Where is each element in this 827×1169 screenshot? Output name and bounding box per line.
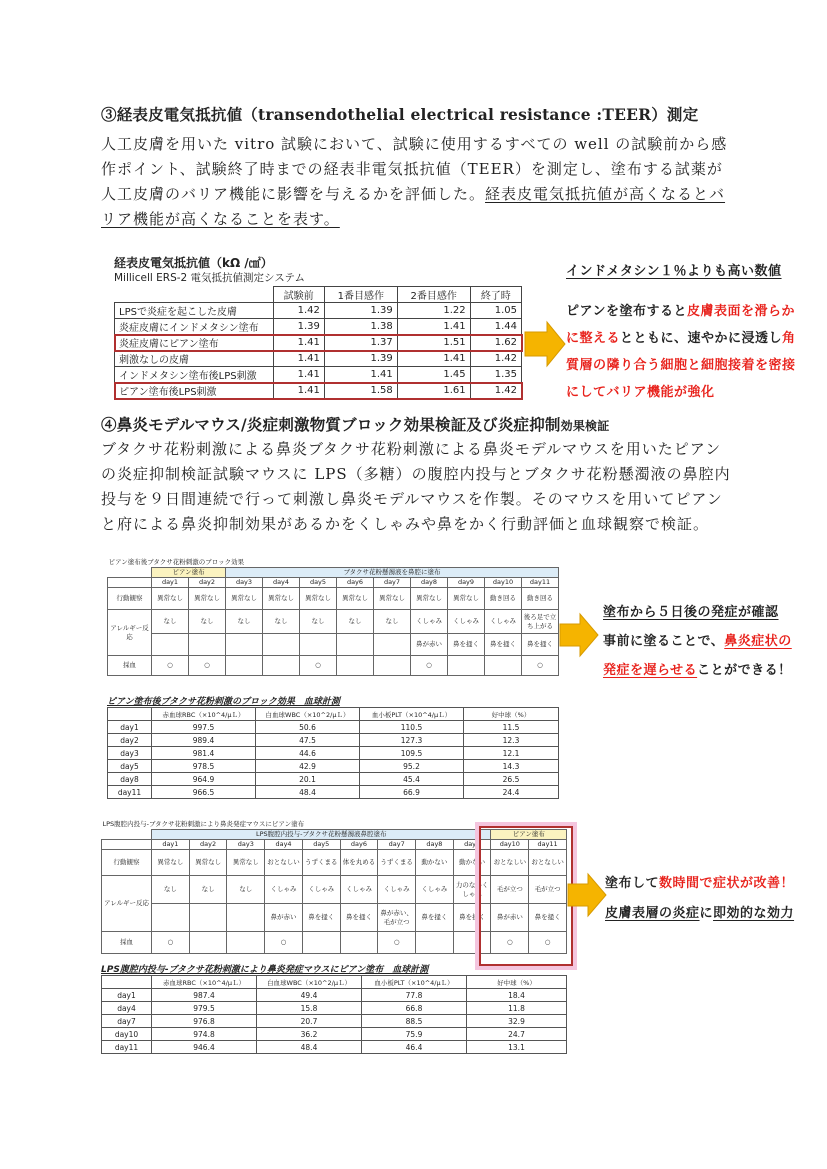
row-label: day11	[102, 1041, 152, 1054]
cell: 鼻が赤い	[491, 904, 529, 932]
cell: 動かない	[416, 850, 454, 876]
cell: くしゃみ	[302, 876, 340, 904]
table-header: 好中球（%）	[464, 708, 559, 721]
row-label: day4	[102, 1002, 152, 1015]
table-row	[115, 351, 522, 367]
block-table-block	[107, 558, 559, 676]
cell: うずくまる	[302, 850, 340, 876]
side-text-red: 質層の隣り合う細胞と細胞接着を密接	[566, 358, 796, 373]
cell: 32.9	[467, 1015, 567, 1028]
cell: 鼻を掻く	[340, 904, 378, 932]
table-row	[108, 773, 559, 786]
row-label: 行動観察	[108, 588, 152, 610]
blood-table-2	[101, 975, 567, 1054]
cell: 110.5	[360, 721, 464, 734]
cell: ○	[522, 656, 559, 676]
cell: 987.4	[152, 989, 257, 1002]
cell: 異常なし	[374, 588, 411, 610]
day-header: day7	[378, 840, 416, 850]
cell: 1.41	[397, 351, 470, 367]
row-label: day10	[102, 1028, 152, 1041]
row-label: ピアン塗布後LPS刺激	[115, 383, 274, 399]
cell: なし	[263, 610, 300, 634]
cell: 1.38	[324, 319, 397, 335]
cell	[263, 634, 300, 656]
cell: 異常なし	[227, 850, 265, 876]
row-label: day2	[108, 734, 152, 747]
cell	[152, 904, 190, 932]
cell: 75.9	[362, 1028, 467, 1041]
day-header: day1	[152, 840, 190, 850]
section3-paragraph	[101, 132, 731, 232]
block-table-title: ピアン塗布後ブタクサ花粉刺激のブロック効果	[108, 558, 245, 566]
cell: ○	[411, 656, 448, 676]
cell: 42.9	[256, 760, 360, 773]
section4-heading-text: ④鼻炎モデルマウス/炎症刺激物質ブロック効果検証及び炎症抑制	[101, 415, 561, 434]
cell: 11.8	[467, 1002, 567, 1015]
table-row	[108, 734, 559, 747]
day-header: day5	[302, 840, 340, 850]
day-header: day3	[226, 578, 263, 588]
row-label: day11	[108, 786, 152, 799]
day-header: day9	[453, 840, 491, 850]
table-header-row	[115, 287, 522, 303]
table-header: 白血球WBC（×10^2/μＬ）	[257, 976, 362, 989]
table-header-row	[102, 976, 567, 989]
row-label: 炎症皮膚にインドメタシン塗布	[115, 319, 274, 335]
side-text: 事前に塗ることで、	[603, 634, 725, 649]
side-text-red: 皮膚表面を滑らか	[686, 304, 795, 319]
cell	[485, 656, 522, 676]
cell	[337, 634, 374, 656]
cell: くしゃみ	[265, 876, 303, 904]
section4-paragraph: ブタクサ花粉刺激による鼻炎ブタクサ花粉刺激による鼻炎モデルマウスを用いたピアンの炎症抑制検証試験マウスに LPS（多糖）の腹腔内投与とブタクサ花粉懸濁液の鼻腔内投与を９日間連続で行って刺激し鼻炎モデルマウスを作製。そのマウスを用いてピアンと府による鼻炎抑制効果があるかをくしゃみや鼻をかく行動評価と血球観察で検証。	[101, 440, 731, 533]
cell: 974.8	[152, 1028, 257, 1041]
row-label: day1	[108, 721, 152, 734]
cell: 異常なし	[189, 588, 226, 610]
cell	[448, 656, 485, 676]
cell: 鼻が赤い	[411, 634, 448, 656]
cell: 44.6	[256, 747, 360, 760]
cell	[227, 932, 265, 954]
side-text-red: にしてバリア機能が強化	[566, 385, 715, 400]
cell	[340, 932, 378, 954]
table-header: 2番目感作	[397, 287, 470, 303]
cell: 77.8	[362, 989, 467, 1002]
cell: ○	[152, 932, 190, 954]
day-header: day10	[485, 578, 522, 588]
cell: 1.44	[470, 319, 521, 335]
table-row	[108, 588, 559, 610]
side-note-treat	[605, 869, 820, 929]
side-text: ことができる！	[697, 663, 792, 678]
arrow-right-icon	[558, 612, 600, 658]
table-row	[102, 1002, 567, 1015]
cell	[337, 656, 374, 676]
blood-table-1-block	[107, 694, 559, 799]
cell: おとなしい	[265, 850, 303, 876]
cell: 1.35	[470, 367, 521, 383]
table-header-row	[108, 708, 559, 721]
cell: 鼻が赤い、毛が立つ	[378, 904, 416, 932]
side-text-red: に整える	[566, 331, 621, 346]
group-header: ブタクサ花粉懸濁液を鼻腔に塗布	[226, 568, 559, 578]
day-header: day9	[448, 578, 485, 588]
cell: 1.41	[273, 335, 324, 351]
cell: なし	[300, 610, 337, 634]
cell	[374, 634, 411, 656]
cell: 14.3	[464, 760, 559, 773]
cell: 24.7	[467, 1028, 567, 1041]
table-row	[108, 721, 559, 734]
table-row	[115, 367, 522, 383]
cell: くしゃみ	[448, 610, 485, 634]
blood-table-1	[107, 707, 559, 799]
cell: 鼻を掻く	[416, 904, 454, 932]
cell: 1.61	[397, 383, 470, 399]
side-text: 皮膚表層の炎症	[605, 906, 700, 921]
table-header: 試験前	[273, 287, 324, 303]
teer-table-subtitle: Millicell ERS-2 電気抵抗値測定システム	[114, 272, 305, 284]
cell: 力のないくしゃみ	[453, 876, 491, 904]
highlight-box	[479, 826, 573, 966]
cell: ○	[152, 656, 189, 676]
day-header: day11	[522, 578, 559, 588]
cell	[302, 932, 340, 954]
cell: 45.4	[360, 773, 464, 786]
cell: 1.05	[470, 303, 521, 319]
cell: おとなしい	[529, 850, 567, 876]
cell: 48.4	[256, 786, 360, 799]
cell: 12.1	[464, 747, 559, 760]
cell: 1.39	[273, 319, 324, 335]
cell: くしゃみ	[340, 876, 378, 904]
table-header: 赤血球RBC（×10^4/μＬ）	[152, 976, 257, 989]
cell: 976.8	[152, 1015, 257, 1028]
cell: なし	[374, 610, 411, 634]
cell	[300, 634, 337, 656]
row-label: day1	[102, 989, 152, 1002]
day-header: day2	[189, 840, 227, 850]
group-header: ピアン塗布	[152, 568, 226, 578]
cell: なし	[337, 610, 374, 634]
side-text-red: 角	[782, 331, 796, 346]
side-note-block	[603, 598, 823, 685]
cell: 異常なし	[226, 588, 263, 610]
cell: 26.5	[464, 773, 559, 786]
cell: 1.62	[470, 335, 521, 351]
cell: 鼻を掻く	[302, 904, 340, 932]
cell: 異常なし	[189, 850, 227, 876]
table-header: 白血球WBC（×10^2/μＬ）	[256, 708, 360, 721]
cell: なし	[152, 610, 189, 634]
cell	[226, 634, 263, 656]
row-label: 刺激なしの皮膚	[115, 351, 274, 367]
row-label: アレルギー反応	[102, 876, 152, 932]
table-row	[108, 634, 559, 656]
cell	[189, 904, 227, 932]
cell: 1.41	[397, 319, 470, 335]
cell: ○	[529, 932, 567, 954]
cell: 989.4	[152, 734, 256, 747]
section3-paragraph-text: 人工皮膚を用いた vitro 試験において、試験に使用するすべての well の試験前から感作ポイント、試験終了時までの経表非電気抵抗値（TEER）を測定し、塗布する試薬が人工皮膚のバリア機能に影響を与えるかを評価した。	[101, 135, 728, 203]
day-header: day3	[227, 840, 265, 850]
cell: くしゃみ	[411, 610, 448, 634]
day-header: day2	[189, 578, 226, 588]
cell: なし	[189, 876, 227, 904]
cell: 異常なし	[300, 588, 337, 610]
cell: 異常なし	[337, 588, 374, 610]
cell: 体を丸める	[340, 850, 378, 876]
cell: 20.1	[256, 773, 360, 786]
cell: おとなしい	[491, 850, 529, 876]
side-text: に	[699, 906, 714, 921]
cell: 95.2	[360, 760, 464, 773]
cell: 1.42	[470, 383, 521, 399]
block-table	[107, 558, 559, 676]
table-row	[108, 786, 559, 799]
row-label: day8	[108, 773, 152, 786]
cell	[189, 634, 226, 656]
teer-table	[114, 286, 522, 399]
table-header: 血小板PLT（×10^4/μＬ）	[360, 708, 464, 721]
cell: 964.9	[152, 773, 256, 786]
group-header: LPS腹腔内投与-ブタクサ花粉懸濁液鼻腔塗布	[152, 830, 491, 840]
cell: 鼻を掻く	[529, 904, 567, 932]
cell: ○	[300, 656, 337, 676]
teer-table-block	[114, 256, 522, 398]
cell: 979.5	[152, 1002, 257, 1015]
cell: なし	[227, 876, 265, 904]
table-header: 終了時	[470, 287, 521, 303]
row-label: LPSで炎症を起こした皮膚	[115, 303, 274, 319]
section4-heading	[101, 413, 609, 435]
cell: 1.22	[397, 303, 470, 319]
day-header: day8	[411, 578, 448, 588]
cell: 1.39	[324, 351, 397, 367]
cell: 1.41	[273, 351, 324, 367]
cell: 66.8	[362, 1002, 467, 1015]
side-text-red: 数時間で症状が改善！	[659, 876, 795, 891]
cell: くしゃみ	[378, 876, 416, 904]
cell: 1.41	[273, 367, 324, 383]
table-row	[102, 1028, 567, 1041]
cell: 15.8	[257, 1002, 362, 1015]
cell: 鼻を掻く	[485, 634, 522, 656]
section4-heading-small: 効果検証	[560, 419, 610, 433]
arrow-right-icon	[523, 320, 567, 368]
table-row	[108, 656, 559, 676]
day-header: day5	[300, 578, 337, 588]
day-header: day6	[337, 578, 374, 588]
table-row	[108, 747, 559, 760]
cell: 1.39	[324, 303, 397, 319]
section3-paragraph-underlined: 経表皮電気抵抗値が高くなるとバリア機能が高くなることを表す。	[101, 185, 726, 228]
table-row	[102, 1015, 567, 1028]
side-text: とともに、速やかに浸透し	[620, 331, 783, 346]
cell: 鼻が赤い	[265, 904, 303, 932]
cell: 後ろ足で立ち上がる	[522, 610, 559, 634]
cell: 20.7	[257, 1015, 362, 1028]
cell: 46.4	[362, 1041, 467, 1054]
cell	[416, 932, 454, 954]
day-header: day1	[152, 578, 189, 588]
day-header: day4	[265, 840, 303, 850]
cell: なし	[189, 610, 226, 634]
cell: ○	[189, 656, 226, 676]
cell: 異常なし	[448, 588, 485, 610]
cell: なし	[226, 610, 263, 634]
table-header: 血小板PLT（×10^4/μＬ）	[362, 976, 467, 989]
cell: 鼻を掻く	[448, 634, 485, 656]
day-header: day8	[416, 840, 454, 850]
cell: 1.41	[273, 383, 324, 399]
cell: 1.41	[324, 367, 397, 383]
cell: 動かない	[453, 850, 491, 876]
cell: 981.4	[152, 747, 256, 760]
cell: 1.42	[273, 303, 324, 319]
table-row	[102, 989, 567, 1002]
cell	[189, 932, 227, 954]
day-header: day6	[340, 840, 378, 850]
cell: くしゃみ	[416, 876, 454, 904]
cell	[263, 656, 300, 676]
day-header-row	[108, 578, 559, 588]
cell: うずくまる	[378, 850, 416, 876]
table-header: 好中球（%）	[467, 976, 567, 989]
cell: なし	[152, 876, 190, 904]
cell: 11.5	[464, 721, 559, 734]
day-header: day7	[374, 578, 411, 588]
side-text-red: 鼻炎症状の	[724, 634, 792, 649]
cell: 997.5	[152, 721, 256, 734]
row-label: day3	[108, 747, 152, 760]
table-row	[102, 1041, 567, 1054]
cell	[374, 656, 411, 676]
blood-table-1-title: ピアン塗布後ブタクサ花粉刺激のブロック効果 血球計測	[107, 697, 340, 707]
cell: 966.5	[152, 786, 256, 799]
day-header: day10	[491, 840, 529, 850]
row-label: 炎症皮膚にピアン塗布	[115, 335, 274, 351]
cell: ○	[491, 932, 529, 954]
table-row	[108, 760, 559, 773]
cell: 12.3	[464, 734, 559, 747]
cell: 異常なし	[263, 588, 300, 610]
teer-table-title: 経表皮電気抵抗値（kΩ /㎠）	[114, 256, 273, 270]
group-header: ピアン塗布	[491, 830, 567, 840]
side-note-title: インドメタシン１％よりも高い数値	[566, 264, 782, 279]
cell	[227, 904, 265, 932]
table-header: 1番目感作	[324, 287, 397, 303]
cell: 49.4	[257, 989, 362, 1002]
cell: ○	[378, 932, 416, 954]
row-label: 採血	[102, 932, 152, 954]
cell: 18.4	[467, 989, 567, 1002]
cell: 毛が立つ	[491, 876, 529, 904]
cell: ○	[265, 932, 303, 954]
cell: 36.2	[257, 1028, 362, 1041]
treat-table-title: LPS腹腔内投与-ブタクサ花粉刺激により鼻炎発症マウスにピアン塗布	[102, 820, 305, 828]
cell: 978.5	[152, 760, 256, 773]
cell: 1.42	[470, 351, 521, 367]
row-label: 行動観察	[102, 850, 152, 876]
cell: 1.51	[397, 335, 470, 351]
side-note-teer	[566, 258, 816, 406]
cell: 13.1	[467, 1041, 567, 1054]
cell: 鼻を掻く	[453, 904, 491, 932]
cell: 66.9	[360, 786, 464, 799]
table-row-highlight	[115, 335, 522, 351]
cell: 毛が立つ	[529, 876, 567, 904]
cell: 異常なし	[152, 850, 190, 876]
cell: 1.45	[397, 367, 470, 383]
table-row	[115, 303, 522, 319]
blood-table-2-block	[101, 962, 567, 1054]
cell: 50.6	[256, 721, 360, 734]
arrow-right-icon	[566, 872, 608, 918]
blood-table-2-title: LPS腹腔内投与-ブタクサ花粉刺激により鼻炎発症マウスにピアン塗布 血球計測	[101, 965, 429, 975]
cell: 127.3	[360, 734, 464, 747]
row-label: day5	[108, 760, 152, 773]
row-label: アレルギー反応	[108, 610, 152, 656]
section3-heading: ③経表皮電気抵抗値（transendothelial electrical resistance :TEER）測定	[101, 105, 699, 124]
side-text: 塗布から５日後の発症が確認	[603, 605, 779, 620]
cell: 動き回る	[522, 588, 559, 610]
row-label: day7	[102, 1015, 152, 1028]
cell: くしゃみ	[485, 610, 522, 634]
row-label: インドメタシン塗布後LPS刺激	[115, 367, 274, 383]
side-text: 即効的な効力	[713, 906, 795, 921]
day-header: day4	[263, 578, 300, 588]
side-text: 塗布して	[605, 876, 660, 891]
table-row-highlight	[115, 383, 522, 399]
row-label: 採血	[108, 656, 152, 676]
cell: 946.4	[152, 1041, 257, 1054]
cell: 88.5	[362, 1015, 467, 1028]
side-text-red: 発症を遅らせる	[603, 663, 698, 678]
cell	[152, 634, 189, 656]
cell	[226, 656, 263, 676]
table-header: 赤血球RBC（×10^4/μＬ）	[152, 708, 256, 721]
side-text: ピアンを塗布すると	[566, 304, 687, 319]
table-row	[115, 319, 522, 335]
cell: 48.4	[257, 1041, 362, 1054]
cell: 1.58	[324, 383, 397, 399]
cell: 鼻を掻く	[522, 634, 559, 656]
cell: 47.5	[256, 734, 360, 747]
table-row	[108, 610, 559, 634]
cell: 異常なし	[152, 588, 189, 610]
day-header: day11	[529, 840, 567, 850]
cell: 109.5	[360, 747, 464, 760]
cell: 1.37	[324, 335, 397, 351]
cell: 24.4	[464, 786, 559, 799]
cell: 異常なし	[411, 588, 448, 610]
cell: 動き回る	[485, 588, 522, 610]
